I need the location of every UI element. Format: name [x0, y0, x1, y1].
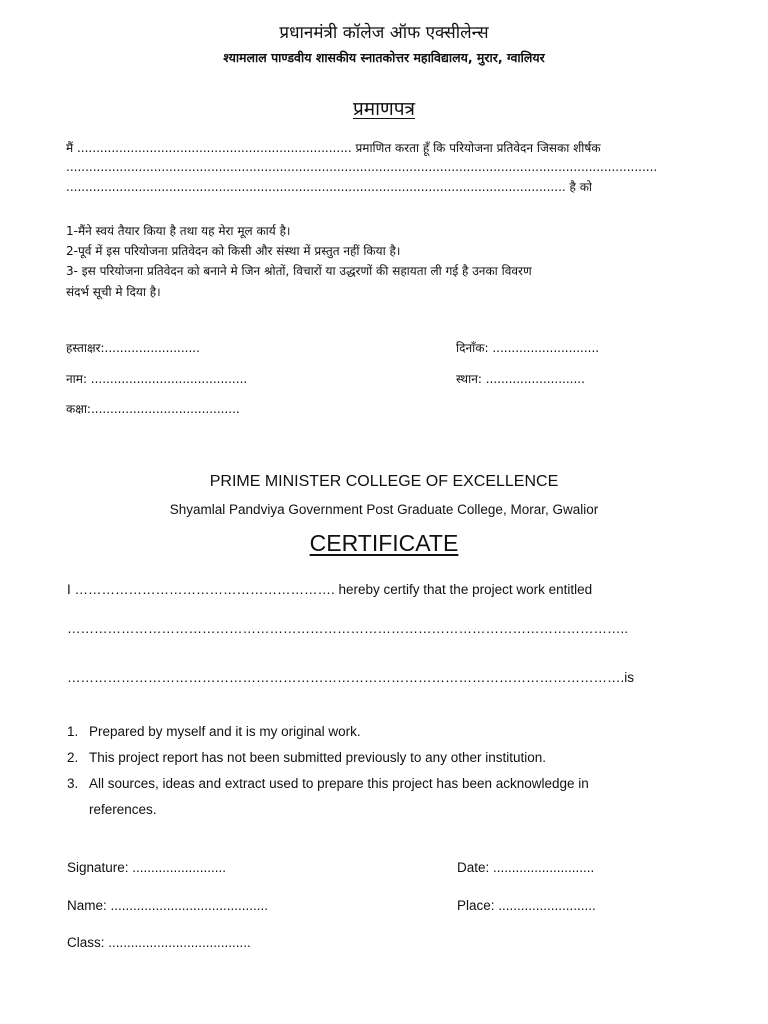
english-certify-line-3: …………………………………………………………………………………………………………….is — [67, 670, 634, 685]
list-item-text: This project report has not been submitted previously to any other institution. — [89, 750, 546, 765]
hindi-point-3: 3- इस परियोजना प्रतिवेदन को बनाने मे जिन श्रोतों, विचारों या उद्धरणों की सहायता ली गई है उनका विवरण — [66, 264, 532, 278]
hindi-date-field: दिनाँक: ............................ — [456, 341, 600, 355]
english-class-field: Class: ...................................... — [67, 935, 251, 950]
english-date-field: Date: ........................... — [457, 860, 595, 875]
list-item — [67, 745, 667, 771]
english-points-list — [67, 719, 667, 823]
hindi-signature-field: हस्ताक्षर:......................... — [66, 341, 200, 355]
list-item — [67, 771, 667, 823]
english-college-title: PRIME MINISTER COLLEGE OF EXCELLENCE — [209, 473, 559, 490]
hindi-certify-line-1: मैं ........................................................................ प्रमाणित करता हूँ कि परियोजना प्रतिवेदन जिसका शीर्षक — [66, 141, 601, 155]
hindi-name-field: नाम: ......................................... — [66, 372, 248, 386]
hindi-class-field: कक्षा:....................................... — [66, 402, 240, 416]
list-item-number: 1. — [67, 724, 79, 739]
hindi-certify-line-3: ................................................................................................................................... है को — [66, 180, 593, 194]
list-item — [67, 719, 667, 745]
hindi-college-title: प्रधानमंत्री कॉलेज ऑफ एक्सीलेन्स — [279, 23, 489, 43]
hindi-point-1: 1-मैंने स्वयं तैयार किया है तथा यह मेरा मूल कार्य है। — [66, 224, 291, 238]
hindi-college-subtitle: श्यामलाल पाण्डवीय शासकीय स्नातकोत्तर महाविद्यालय, मुरार, ग्वालियर — [223, 50, 545, 65]
english-certify-line-1: I …………………………………………………. hereby certify that the project work entitled — [67, 582, 593, 597]
hindi-point-3-continued: संदर्भ सूची मे दिया है। — [66, 285, 161, 299]
hindi-certify-line-2: ........................................................................................................................................................... — [66, 160, 658, 174]
list-item-number: 2. — [67, 750, 79, 765]
hindi-point-2: 2-पूर्व में इस परियोजना प्रतिवेदन को किसी और संस्था में प्रस्तुत नहीं किया है। — [66, 244, 401, 258]
english-certify-line-2: …………………………………………………………………………………………………………….. — [67, 621, 629, 636]
english-certificate-heading: CERTIFICATE — [309, 530, 459, 556]
hindi-place-field: स्थान: .......................... — [456, 372, 585, 386]
english-college-subtitle: Shyamlal Pandviya Government Post Graduate College, Morar, Gwalior — [169, 502, 599, 517]
hindi-certificate-heading: प्रमाणपत्र — [352, 98, 416, 120]
list-item-text: Prepared by myself and it is my original work. — [89, 724, 361, 739]
list-item-text: All sources, ideas and extract used to prepare this project has been acknowledge in references. — [89, 776, 589, 817]
list-item-number: 3. — [67, 776, 79, 791]
english-name-field: Name: .......................................... — [67, 898, 269, 913]
english-signature-field: Signature: ......................... — [67, 860, 227, 875]
english-place-field: Place: .......................... — [457, 898, 596, 913]
